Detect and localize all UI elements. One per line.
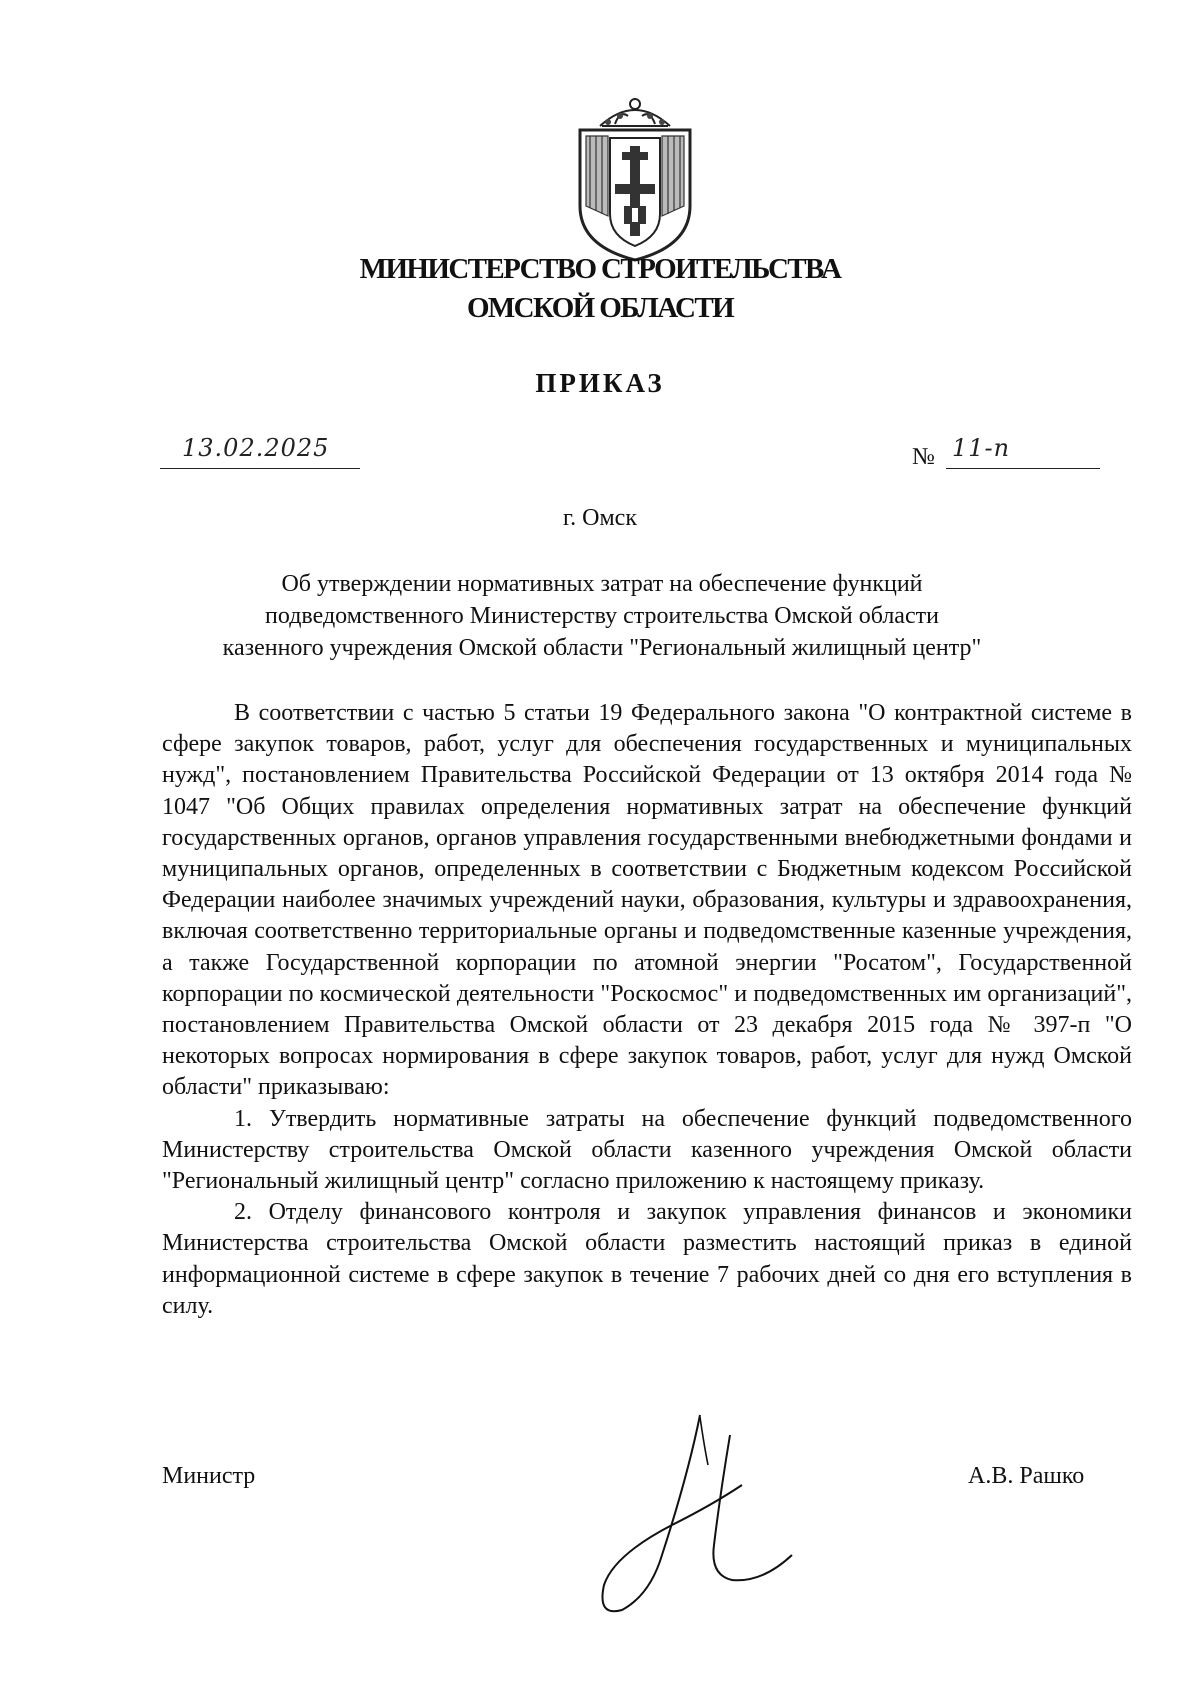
subject-line1: Об утверждении нормативных затрат на обеспечение функций xyxy=(281,571,923,597)
body-paragraph-item2: 2. Отделу финансового контроля и закупок управления финансов и экономики Министерства строительства Омской области разместить настоящий приказ в единой информационной системе в сфере закупок в течение 7 рабочих дней со дня его вступления в силу. xyxy=(162,1199,1132,1319)
ministry-name-line1: МИНИСТЕРСТВО СТРОИТЕЛЬСТВА xyxy=(359,253,841,285)
ministry-name-line2: ОМСКОЙ ОБЛАСТИ xyxy=(466,292,734,324)
body-paragraph-item1: 1. Утвердить нормативные затраты на обеспечение функций подведомственного Министерству строительства Омской области казенного учреждения Омской области "Региональный жилищный центр" согласно приложению к настоящему приказу. xyxy=(162,1105,1132,1195)
document-subject xyxy=(150,568,1054,664)
ministry-name xyxy=(0,250,1200,328)
body-paragraph-preamble: В соответствии с частью 5 статьи 19 Федерального закона "О контрактной системе в сфере закупок товаров, работ, услуг для обеспечения государственных и муниципальных нужд", постановлением Правительства Российской Федерации от 13 октября 2014 года № 1047 "Об Общих правилах определения нормативных затрат на обеспечение функций государственных органов, органов управления государственными внебюджетными фондами и муниципальных органов, определенных в соответствии с Бюджетным кодексом Российской Федерации наиболее значимых учреждений науки, образования, культуры и здравоохранения, включая соответственно территориальные органы и подведомственные казенные учреждения, а также Государственной корпорации по атомной энергии "Росатом", Государственной корпорации по космической деятельности "Роскосмос" и подведомственных им организаций", постановлением Правительства Омской области от 23 декабря 2015 года № 397-п "О некоторых вопросах нормирования в сфере закупок товаров, работ, услуг для нужд Омской области" приказываю: xyxy=(162,700,1132,1101)
subject-line3: казенного учреждения Омской области "Региональный жилищный центр" xyxy=(222,635,982,661)
number-label: № xyxy=(912,444,935,470)
signature-icon xyxy=(592,1405,822,1625)
city: г. Омск xyxy=(563,505,637,531)
signatory-name: А.В. Рашко xyxy=(968,1463,1085,1489)
date-handwritten: 13.02.2025 xyxy=(182,434,330,462)
document-type: ПРИКАЗ xyxy=(535,368,665,398)
number-handwritten: 11-п xyxy=(952,434,1011,462)
signatory-title: Министр xyxy=(162,1463,256,1489)
date-field xyxy=(160,434,360,469)
subject-line2: подведомственного Министерству строительства Омской области xyxy=(265,603,939,629)
number-field xyxy=(946,434,1100,469)
document-body xyxy=(162,698,1132,1322)
coat-of-arms-icon xyxy=(560,96,710,264)
